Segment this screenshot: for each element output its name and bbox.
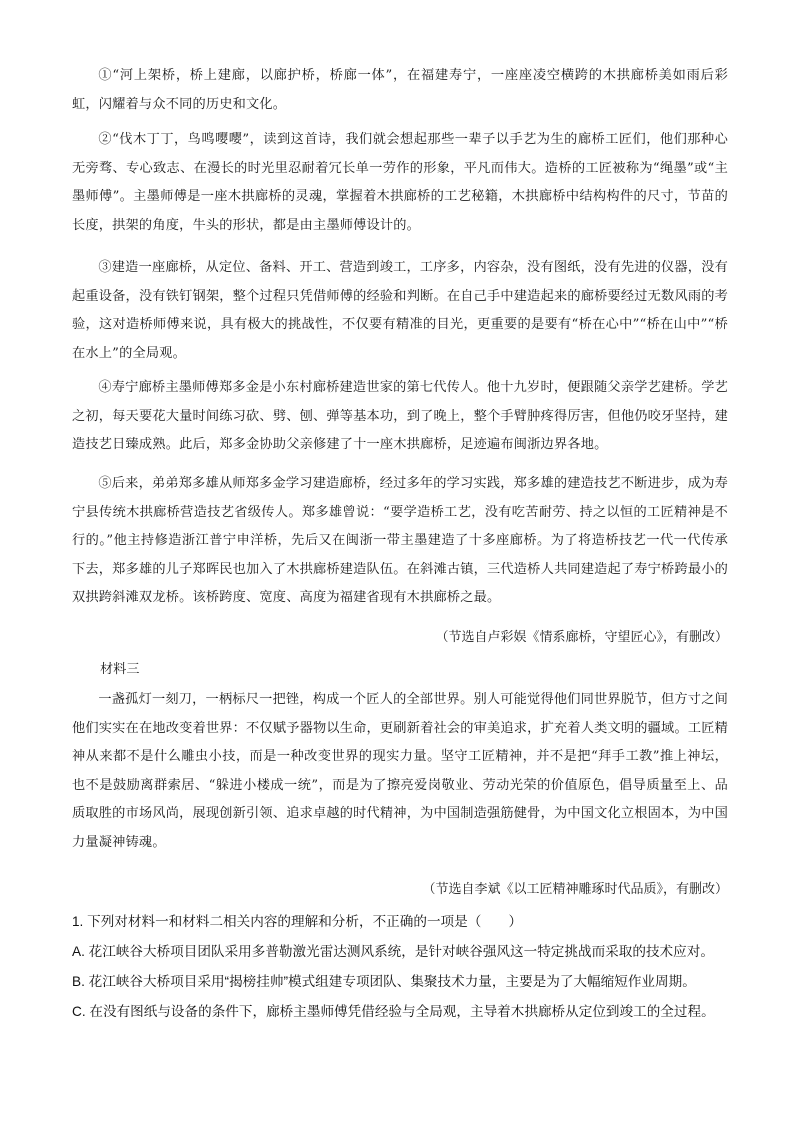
option-a: A. 花江峡谷大桥项目团队采用多普勒激光雷达测风系统，是针对峡谷强风这一特定挑战而采取的技术应对。 (72, 944, 714, 959)
source-citation-3: （节选自李斌《以工匠精神雕琢时代品质》，有删改） (422, 882, 728, 897)
paragraph-1: ①“河上架桥，桥上建廊，以廊护桥，桥廊一体”，在福建寿宁，一座座凌空横跨的木拱廊桥美如雨后彩虹，闪耀着与众不同的历史和文化。 (72, 68, 728, 112)
question-stem: 1. 下列对材料一和材料二相关内容的理解和分析，不正确的一项是（ ） (72, 914, 523, 929)
option-b: B. 花江峡谷大桥项目采用“揭榜挂帅”模式组建专项团队、集聚技术力量，主要是为了大幅缩短作业周期。 (72, 974, 696, 989)
paragraph-2: ②“伐木丁丁，鸟鸣嘤嘤”，读到这首诗，我们就会想起那些一辈子以手艺为生的廊桥工匠们，他们那种心无旁骛、专心致志、在漫长的时光里忍耐着冗长单一劳作的形象，平凡而伟大。造桥的工匠被称为“绳墨”或“主墨师傅”。主墨师傅是一座木拱廊桥的灵魂，掌握着木拱廊桥的工艺秘籍，木拱廊桥中结构构件的尺寸，节苗的长度，拱架的角度，牛头的形状，都是由主墨师傅设计的。 (72, 132, 728, 233)
option-c: C. 在没有图纸与设备的条件下，廊桥主墨师傅凭借经验与全局观，主导着木拱廊桥从定位到竣工的全过程。 (72, 1004, 715, 1019)
paragraph-4: ④寿宁廊桥主墨师傅郑多金是小东村廊桥建造世家的第七代传人。他十九岁时，便跟随父亲学艺建桥。学艺之初，每天要花大量时间练习砍、劈、刨、弹等基本功，到了晚上，整个手臂肿疼得厉害，但他仍咬牙坚持，建造技艺日臻成熟。此后，郑多金协助父亲修建了十一座木拱廊桥，足迹遍布闽浙边界各地。 (72, 380, 728, 453)
paragraph-5: ⑤后来，弟弟郑多雄从师郑多金学习建造廊桥，经过多年的学习实践，郑多雄的建造技艺不断进步，成为寿宁县传统木拱廊桥营造技艺省级传人。郑多雄曾说：“要学造桥工艺，没有吃苦耐劳、持之以恒的工匠精神是不行的。”他主持修造浙江普宁申洋桥，先后又在闽浙一带主墨建造了十多座廊桥。为了将造桥技艺一代一代传承下去，郑多雄的儿子郑晖民也加入了木拱廊桥建造队伍。在斜滩古镇，三代造桥人共同建造起了寿宁桥跨最小的双拱跨斜滩双龙桥。该桥跨度、宽度、高度为福建省现有木拱廊桥之最。 (72, 476, 728, 606)
paragraph-3: ③建造一座廊桥，从定位、备料、开工、营造到竣工，工序多，内容杂，没有图纸，没有先进的仪器，没有起重设备，没有铁钉钢架，整个过程只凭借师傅的经验和判断。在自己手中建造起来的廊桥要经过无数风雨的考验，这对造桥师傅来说，具有极大的挑战性，不仅要有精准的目光，更重要的是要有“桥在心中”“桥在山中”“桥在水上”的全局观。 (72, 260, 728, 361)
material-3-heading: 材料三 (100, 662, 140, 677)
source-citation-2: （节选自卢彩娱《情系廊桥，守望匠心》，有删改） (435, 630, 728, 645)
material-3-text: 一盏孤灯一刻刀，一柄标尺一把锉，构成一个匠人的全部世界。别人可能觉得他们同世界脱节，但方寸之间他们实实在在地改变着世界：不仅赋予器物以生命，更刷新着社会的审美追求，扩充着人类文明的疆域。工匠精神从来都不是什么雕虫小技，而是一种改变世界的现实力量。坚守工匠精神，并不是把“拜手工教”推上神坛，也不是鼓励离群索居、“躲进小楼成一统”，而是为了擦亮爱岗敬业、劳动光荣的价值原色，倡导质量至上、品质取胜的市场风尚，展现创新引领、追求卓越的时代精神，为中国制造强筋健骨，为中国文化立根固本，为中国力量凝神铸魂。 (72, 692, 728, 850)
